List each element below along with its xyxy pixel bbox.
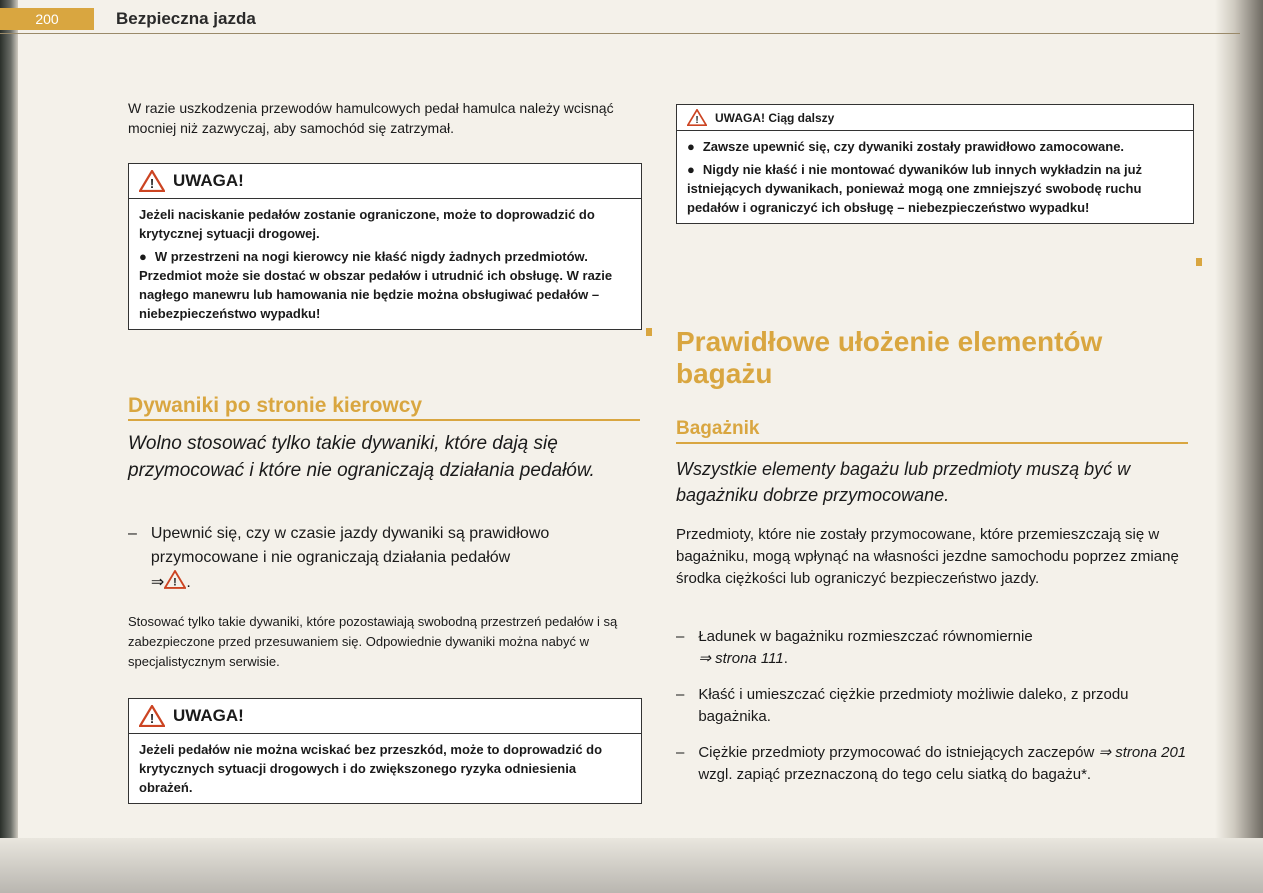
dash-icon: – bbox=[676, 744, 685, 761]
list-item-body: Upewnić się, czy w czasie jazdy dywaniki są prawidłowo przymocowane i nie ograniczają działania pedałów bbox=[150, 525, 550, 566]
warning-box-continued bbox=[676, 104, 1194, 224]
list-item bbox=[676, 626, 1191, 670]
svg-text:!: ! bbox=[149, 176, 155, 191]
body-paragraph: Przedmioty, które nie zostały przymocowane, które przemieszczają się w bagażniku, mogą wpłynąć na własności jezdne samochodu poprzez zmianę środka ciężkości lub ograniczyć bezpieczeństwo jazdy. bbox=[676, 526, 1179, 587]
warning-header bbox=[677, 105, 1193, 131]
warning-triangle-icon bbox=[687, 109, 707, 126]
list-item-text bbox=[698, 742, 1191, 786]
dash-icon: – bbox=[676, 628, 685, 645]
warning-text-1: Jeżeli pedałów nie można wciskać bez przeszkód, może to doprowadzić do krytycznych sytuacji drogowych i do zwiększonego ryzyka odniesienia obrażeń. bbox=[139, 742, 603, 795]
warning-text-1 bbox=[687, 137, 1183, 156]
warning-box-1 bbox=[128, 163, 642, 330]
page-number: 200 bbox=[0, 8, 94, 30]
list-item-body: Ładunek w bagażniku rozmieszczać równomiernie bbox=[698, 628, 1033, 645]
header-rule bbox=[0, 33, 1240, 34]
bullet-dot-icon: ● bbox=[687, 139, 695, 154]
list-item-body: Ciężkie przedmioty przymocować do istniejących zaczepów bbox=[698, 744, 1095, 761]
lead-text: Wszystkie elementy bagażu lub przedmioty muszą być w bagażniku dobrze przymocowane. bbox=[676, 459, 1131, 505]
warning-header bbox=[129, 164, 641, 199]
svg-text:!: ! bbox=[149, 711, 155, 726]
warning-label: UWAGA! bbox=[173, 706, 244, 725]
warning-label: UWAGA! bbox=[173, 171, 244, 190]
book-spine-shadow bbox=[0, 0, 18, 893]
warning-bullet-text: Nigdy nie kłaść i nie montować dywaników lub innych wykładzin na już istniejących dywanikach, ponieważ mogą one zmniejszyć swobodę ruchu pedałów i ograniczyć ich obsługę – niebezpieczeństwo wypadku! bbox=[687, 162, 1143, 215]
bottom-bleed-strip bbox=[0, 838, 1263, 893]
warning-body bbox=[129, 734, 641, 803]
subsection-rule bbox=[676, 442, 1188, 444]
dash-icon: – bbox=[128, 525, 137, 542]
svg-text:!: ! bbox=[173, 576, 178, 589]
intro-paragraph: W razie uszkodzenia przewodów hamulcowych pedał hamulca należy wcisnąć mocniej niż zazwyczaj, aby samochód się zatrzymał. bbox=[128, 100, 614, 136]
lead-text: Wolno stosować tylko takie dywaniki, które dają się przymocować i które nie ograniczają działania pedałów. bbox=[128, 433, 595, 481]
margin-marker bbox=[1196, 258, 1202, 266]
list-item bbox=[128, 522, 640, 595]
page-edge-shadow bbox=[1215, 0, 1263, 893]
list-item-suffix: wzgl. zapiąć przeznaczoną do tego celu siatką do bagażu*. bbox=[698, 766, 1092, 783]
warning-text-1: Jeżeli naciskanie pedałów zostanie ograniczone, może to doprowadzić do krytycznej sytuacji drogowej. bbox=[139, 207, 595, 241]
instruction-list bbox=[676, 626, 1191, 800]
warning-body bbox=[677, 131, 1193, 223]
warning-triangle-icon bbox=[139, 170, 165, 192]
subsection-title: Bagażnik bbox=[676, 418, 760, 439]
chapter-title: Bezpieczna jazda bbox=[116, 9, 256, 28]
warning-box-2 bbox=[128, 698, 642, 804]
warning-triangle-icon bbox=[139, 705, 165, 727]
dash-icon: – bbox=[676, 686, 685, 703]
body-paragraph: Stosować tylko takie dywaniki, które pozostawiają swobodną przestrzeń pedałów i są zabezpieczone przed przesuwaniem się. Odpowiednie dywaniki można nabyć w specjalistycznym serwisie. bbox=[128, 614, 618, 669]
section-title: Dywaniki po stronie kierowcy bbox=[128, 394, 423, 417]
list-item-text: Upewnić się, czy w czasie jazdy dywaniki są prawidłowo przymocowane i nie ograniczają działania pedałów ⇒ ! . bbox=[150, 525, 550, 591]
warning-bullet-text: Zawsze upewnić się, czy dywaniki zostały prawidłowo zamocowane. bbox=[702, 139, 1125, 154]
warning-bullet-text: W przestrzeni na nogi kierowcy nie kłaść nigdy żadnych przedmiotów. Przedmiot może sie dostać w obszar pedałów i utrudnić ich obsługę. W razie nagłego manewru lub hamowania nie będzie można obsługiwać pedałów – niebezpieczeństwo wypadku! bbox=[139, 249, 613, 321]
section-rule bbox=[128, 419, 640, 421]
bullet-dot-icon: ● bbox=[139, 249, 147, 264]
instruction-list bbox=[128, 522, 640, 595]
warning-label: UWAGA! Ciąg dalszy bbox=[715, 110, 835, 125]
svg-text:!: ! bbox=[695, 114, 699, 126]
warning-text-2 bbox=[139, 247, 631, 323]
list-item-text bbox=[698, 626, 1032, 670]
page-reference-link[interactable]: ⇒ strona 201 bbox=[1098, 744, 1187, 761]
margin-marker bbox=[646, 328, 652, 336]
arrow-icon: ⇒ bbox=[150, 574, 165, 591]
main-section-title: Prawidłowe ułożenie elementów bagażu bbox=[676, 326, 1103, 389]
list-item bbox=[676, 742, 1191, 786]
list-item-suffix: . bbox=[783, 650, 788, 667]
bullet-dot-icon: ● bbox=[687, 162, 695, 177]
list-item-text: Kłaść i umieszczać ciężkie przedmioty możliwie daleko, z przodu bagażnika. bbox=[698, 686, 1129, 725]
warning-body bbox=[129, 199, 641, 329]
warning-triangle-icon[interactable] bbox=[164, 570, 186, 589]
warning-text-2 bbox=[687, 160, 1183, 217]
list-item bbox=[676, 684, 1191, 728]
page-reference-link[interactable]: ⇒ strona 111 bbox=[698, 650, 784, 667]
warning-header bbox=[129, 699, 641, 734]
